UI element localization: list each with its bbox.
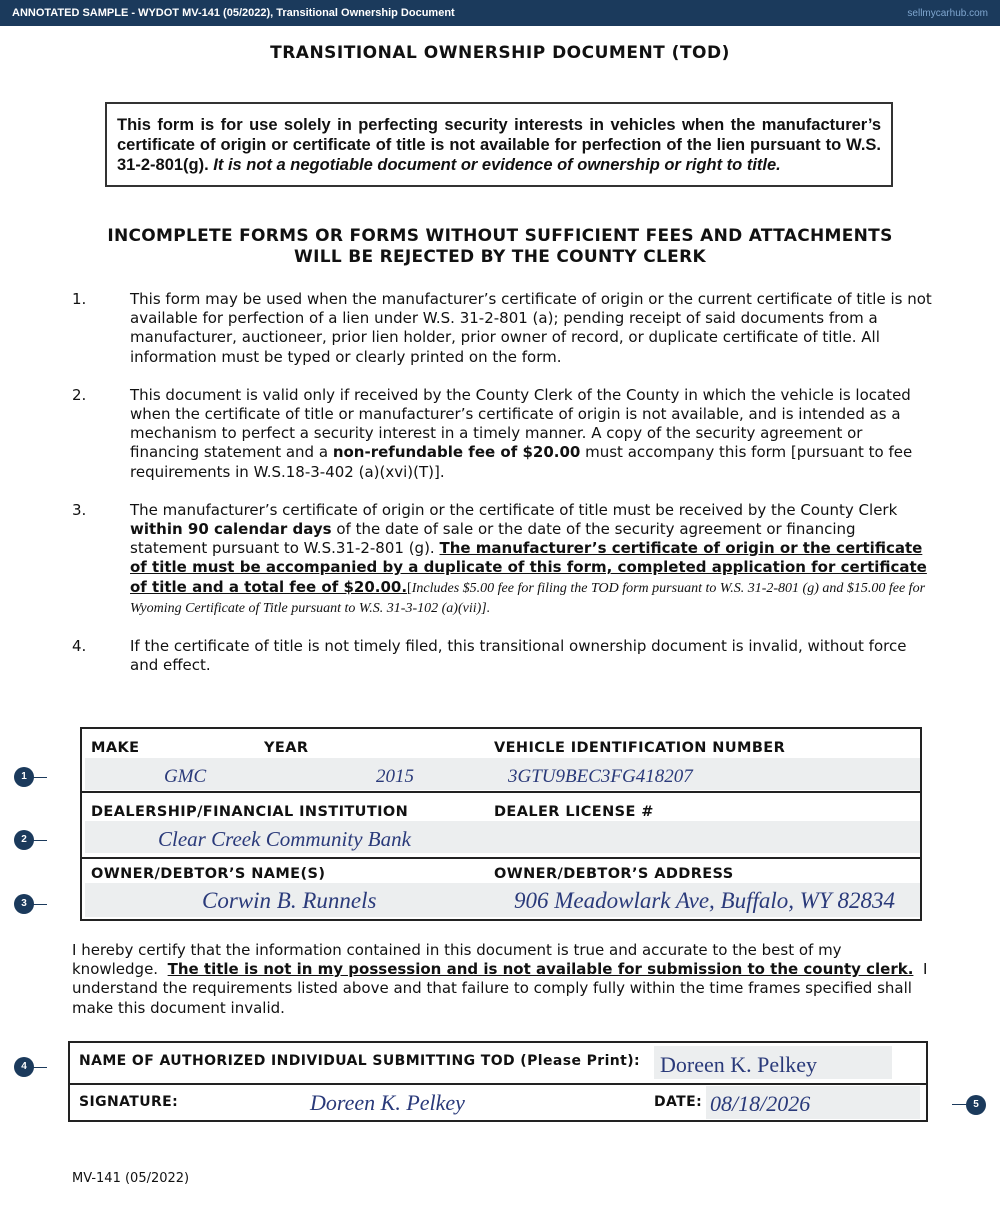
annotation-marker-4[interactable]: 4 [14,1057,34,1077]
year-field[interactable]: 2015 [376,766,414,787]
authorized-name-label: NAME OF AUTHORIZED INDIVIDUAL SUBMITTING TOD (Please Print): [79,1053,641,1069]
marker-leader-line [952,1104,966,1105]
item-text: This form may be used when the manufacturer’s certificate of origin or the current certificate of title is not available for perfection of a lien under W.S. 31-2-801 (a); pending receipt of said documents from a manufacturer, auctioneer, prior lien holder, prior owner of record, or duplicate certificate of title. All information must be typed or clearly printed on the form. [130,290,932,366]
owner-address-label: OWNER/DEBTOR’S ADDRESS [494,866,734,882]
instruction-item-1 [72,290,932,367]
requirement-underlined: The manufacturer’s certificate of origin or the certificate of title must be accompanied by a duplicate of this form, completed application for certificate of title and a total fee of $20.00. [130,539,927,596]
item-text: The manufacturer’s certificate of origin or the certificate of title must be received by the County Clerk [130,500,898,519]
annotation-marker-5[interactable]: 5 [966,1095,986,1115]
certification-statement: I hereby certify that the information contained in this document is true and accurate to the best of my knowledge. [72,941,842,979]
instruction-item-2 [72,386,932,482]
instructions-list [72,290,932,694]
dealer-license-label: DEALER LICENSE # [494,804,654,820]
vin-field[interactable]: 3GTU9BEC3FG418207 [508,766,693,787]
fee-note: Includes $5.00 fee for filing the TOD form pursuant to W.S. 31-2-801 (g) and $15.00 fee for Wyoming Certificate of Title pursuant to W.S. 31-3-102 (a)(vii)]. [130,580,926,616]
warning-line-2: WILL BE REJECTED BY THE COUNTY CLERK [294,247,706,267]
rejection-warning [60,226,940,268]
make-field[interactable]: GMC [164,766,207,787]
instruction-item-4 [72,637,932,675]
marker-leader-line [33,904,47,905]
annotation-marker-3[interactable]: 3 [14,894,34,914]
date-field[interactable]: 08/18/2026 [710,1091,811,1116]
site-link[interactable]: sellmycarhub.com [907,8,988,19]
signature-field[interactable]: Doreen K. Pelkey [310,1090,465,1115]
owner-address-field[interactable]: 906 Meadowlark Ave, Buffalo, WY 82834 [514,888,895,913]
annotation-marker-2[interactable]: 2 [14,830,34,850]
date-label: DATE: [654,1094,703,1110]
dealer-label: DEALERSHIP/FINANCIAL INSTITUTION [91,804,409,820]
year-label: YEAR [264,740,309,756]
deadline-emphasis: within 90 calendar days [130,520,332,539]
marker-leader-line [33,777,47,778]
item-number: 3. [72,500,87,519]
signature-label: SIGNATURE: [79,1094,179,1110]
notice-box [105,102,893,187]
item-number: 2. [72,385,87,404]
item-text: This document is valid only if received by the County Clerk of the County in which the vehicle is located when the certificate of title or manufacturer’s certificate of origin is not available, and is intended as a mechanism to perfect a security interest in a timely manner. A copy of the security agreement or financing statement and a [130,385,911,462]
annotation-marker-1[interactable]: 1 [14,767,34,787]
page-title: TRANSITIONAL OWNERSHIP DOCUMENT (TOD) [270,43,730,63]
owner-name-label: OWNER/DEBTOR’S NAME(S) [91,866,326,882]
warning-line-1: INCOMPLETE FORMS OR FORMS WITHOUT SUFFICIENT FEES AND ATTACHMENTS [107,226,893,246]
notice-italic-text: It is not a negotiable document or evidence of ownership or right to title. [213,156,781,174]
sample-label: ANNOTATED SAMPLE - WYDOT MV-141 (05/2022), Transitional Ownership Document [12,7,455,19]
owner-name-field[interactable]: Corwin B. Runnels [202,888,377,913]
table-divider [82,857,920,859]
fee-emphasis: non-refundable fee of $20.00 [332,443,581,462]
marker-leader-line [33,840,47,841]
item-number: 1. [72,290,87,308]
item-text-mid: of the date of sale or the date of the security agreement or financing statement pursuant to W.S.31-2-801 (g). [130,520,856,558]
title-possession-statement: The title is not in my possession and is not available for submission to the county clerk. [167,960,914,979]
table-divider [82,791,920,793]
item-number: 4. [72,637,87,656]
marker-leader-line [33,1067,47,1068]
certification-text [72,941,932,1018]
certification-requirements: I understand the requirements listed above and that failure to comply fully within the time frames specified shall make this document invalid. [72,960,928,1017]
annotation-header-bar [0,0,1000,26]
vehicle-info-table [80,727,922,921]
item-text-end: must accompany this form [pursuant to fee requirements in W.S.18-3-402 (a)(xvi)(T)]. [130,443,913,481]
make-label: MAKE [91,740,140,756]
notice-text: This form is for use solely in perfecting security interests in vehicles when the manufacturer’s certificate of origin or certificate of title is not available for perfection of the lien pursuant to W.S. 31-2-801(g). [117,116,881,174]
authorized-name-field[interactable]: Doreen K. Pelkey [660,1052,818,1077]
vehicle-fields-row [85,758,920,790]
form-number-footer: MV-141 (05/2022) [72,1171,190,1186]
note-bracket: [ [407,580,412,596]
dealer-field[interactable]: Clear Creek Community Bank [158,827,411,851]
instruction-item-3 [72,501,932,618]
vin-label: VEHICLE IDENTIFICATION NUMBER [494,740,786,756]
submission-table [68,1041,928,1122]
table-divider [70,1083,926,1085]
item-text: If the certificate of title is not timely filed, this transitional ownership document is invalid, without force and effect. [130,637,907,675]
